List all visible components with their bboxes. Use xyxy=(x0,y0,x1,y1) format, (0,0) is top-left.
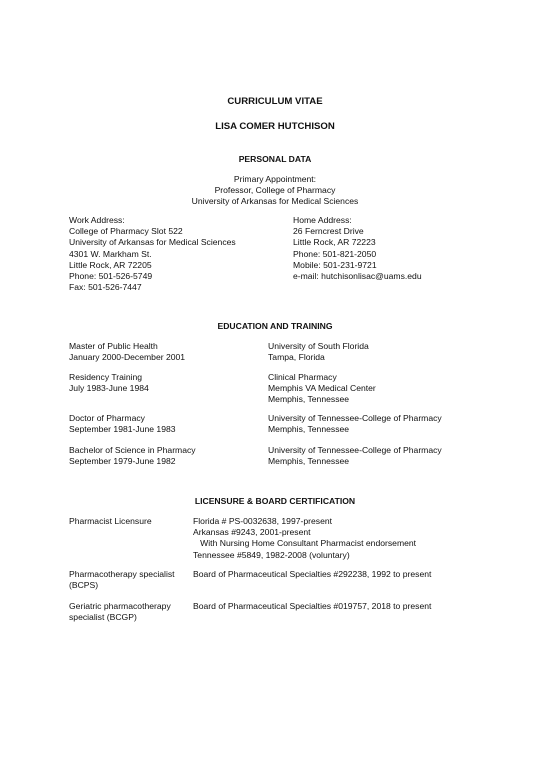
work-address-line: Fax: 501-526-7447 xyxy=(69,282,142,293)
appointment-line: Professor, College of Pharmacy xyxy=(214,185,336,196)
home-address-line: Little Rock, AR 72223 xyxy=(293,237,376,248)
section-heading-personal: PERSONAL DATA xyxy=(238,154,312,164)
licensure-detail-line: Board of Pharmaceutical Specialties #292238, 1992 to present xyxy=(193,569,432,579)
section-heading-education: EDUCATION AND TRAINING xyxy=(217,321,333,331)
work-address xyxy=(69,215,236,293)
home-address-line: Home Address: xyxy=(293,215,352,225)
work-address-line: Phone: 501-526-5749 xyxy=(69,271,153,282)
education-institution xyxy=(268,413,442,435)
education-entry xyxy=(69,413,176,435)
licensure-details xyxy=(193,601,431,612)
education-degree: Residency Training xyxy=(69,372,143,382)
person-name: LISA COMER HUTCHISON xyxy=(215,121,335,132)
licensure-detail-line: With Nursing Home Consultant Pharmacist endorsement xyxy=(193,538,417,549)
education-institution xyxy=(268,445,442,467)
section-heading-licensure: LICENSURE & BOARD CERTIFICATION xyxy=(194,496,356,506)
licensure-details xyxy=(193,569,431,580)
education-location: Memphis, Tennessee xyxy=(268,456,350,467)
education-location-extra: Memphis, Tennessee xyxy=(268,394,350,405)
education-dates: July 1983-June 1984 xyxy=(69,383,149,394)
work-address-line: 4301 W. Markham St. xyxy=(69,248,152,259)
licensure-detail-line: Board of Pharmaceutical Specialties #019757, 2018 to present xyxy=(193,601,432,611)
primary-appointment xyxy=(0,174,550,208)
licensure-label xyxy=(69,601,171,623)
education-entry xyxy=(69,372,149,394)
home-address-line: 26 Ferncrest Drive xyxy=(293,226,364,237)
licensure-label xyxy=(69,516,152,527)
education-location: Memphis, Tennessee xyxy=(268,424,350,435)
work-address-line: Work Address: xyxy=(69,215,125,225)
licensure-label-line: (BCPS) xyxy=(69,580,99,591)
education-degree: Master of Public Health xyxy=(69,341,158,351)
licensure-detail-line: Florida # PS-0032638, 1997-present xyxy=(193,516,333,526)
education-school: University of Tennessee-College of Pharmacy xyxy=(268,445,442,455)
education-dates: September 1979-June 1982 xyxy=(69,456,176,467)
work-address-line: College of Pharmacy Slot 522 xyxy=(69,226,183,237)
licensure-label-line: specialist (BCGP) xyxy=(69,612,137,623)
home-address-line: Phone: 501-821-2050 xyxy=(293,248,377,259)
licensure-detail-line: Tennessee #5849, 1982-2008 (voluntary) xyxy=(193,549,350,560)
appointment-line: Primary Appointment: xyxy=(233,174,317,184)
licensure-detail-line: Arkansas #9243, 2001-present xyxy=(193,527,311,538)
licensure-label xyxy=(69,569,175,591)
education-dates: September 1981-June 1983 xyxy=(69,424,176,435)
licensure-label-line: Geriatric pharmacotherapy xyxy=(69,601,171,611)
education-institution xyxy=(268,372,376,406)
work-address-line: University of Arkansas for Medical Sciences xyxy=(69,237,236,248)
education-location: Memphis VA Medical Center xyxy=(268,383,376,394)
education-dates: January 2000-December 2001 xyxy=(69,352,186,363)
work-address-line: Little Rock, AR 72205 xyxy=(69,259,152,270)
appointment-line: University of Arkansas for Medical Sciences xyxy=(191,196,359,207)
licensure-label-line: Pharmacotherapy specialist xyxy=(69,569,175,579)
home-address xyxy=(293,215,422,282)
education-degree: Bachelor of Science in Pharmacy xyxy=(69,445,196,455)
licensure-details xyxy=(193,516,416,561)
education-entry xyxy=(69,445,196,467)
home-address-line: Mobile: 501-231-9721 xyxy=(293,259,377,270)
education-school: University of Tennessee-College of Pharmacy xyxy=(268,413,442,423)
education-institution xyxy=(268,341,369,363)
education-degree: Doctor of Pharmacy xyxy=(69,413,145,423)
home-address-line: e-mail: hutchisonlisac@uams.edu xyxy=(293,271,422,282)
licensure-label-line: Pharmacist Licensure xyxy=(69,516,152,526)
education-entry xyxy=(69,341,185,363)
document-title: CURRICULUM VITAE xyxy=(227,96,323,107)
education-school: University of South Florida xyxy=(268,341,369,351)
education-school: Clinical Pharmacy xyxy=(268,372,337,382)
education-location: Tampa, Florida xyxy=(268,352,325,363)
